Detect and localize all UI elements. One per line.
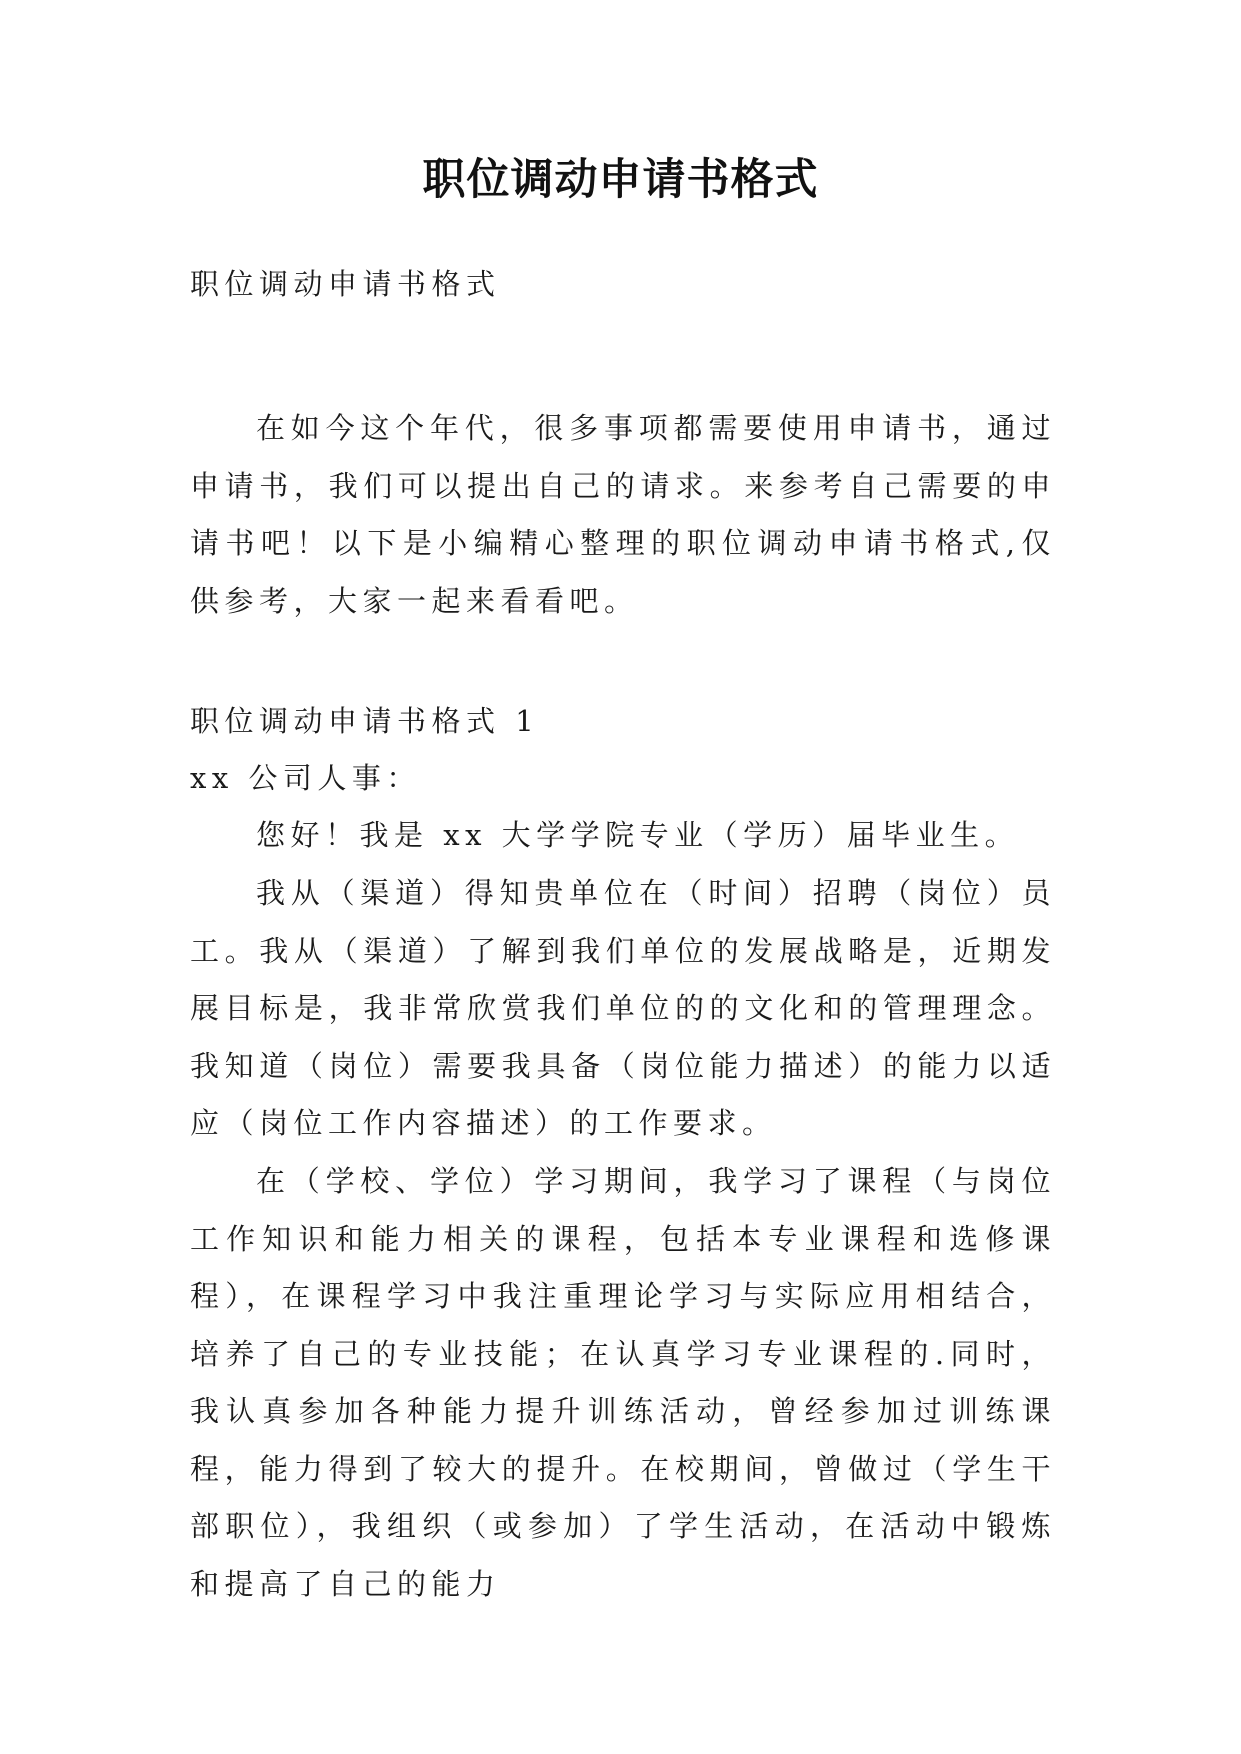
body-paragraph: 我从（渠道）得知贵单位在（时间）招聘（岗位）员工。我从（渠道）了解到我们单位的发展战略是，近期发展目标是，我非常欣赏我们单位的的文化和的管理理念。我知道（岗位）需要我具备（岗位能力描述）的能力以适应（岗位工作内容描述）的工作要求。	[190, 876, 1056, 1140]
intro-paragraph: 在如今这个年代，很多事项都需要使用申请书，通过申请书，我们可以提出自己的请求。来参考自己需要的申请书吧！以下是小编精心整理的职位调动申请书格式,仅供参考，大家一起来看看吧。	[190, 411, 1056, 618]
body-paragraph: 您好！我是 xx 大学学院专业（学历）届毕业生。	[256, 818, 1020, 852]
section-heading: 职位调动申请书格式 1	[190, 704, 540, 738]
document-title: 职位调动申请书格式	[422, 155, 819, 205]
salutation-line: xx 公司人事：	[190, 761, 421, 795]
document-subtitle: 职位调动申请书格式	[190, 267, 501, 301]
body-paragraph: 在（学校、学位）学习期间，我学习了课程（与岗位工作知识和能力相关的课程，包括本专业课程和选修课程），在课程学习中我注重理论学习与实际应用相结合，培养了自己的专业技能；在认真学习专业课程的.同时，我认真参加各种能力提升训练活动，曾经参加过训练课程，能力得到了较大的提升。在校期间，曾做过（学生干部职位），我组织（或参加）了学生活动，在活动中锻炼和提高了自己的能力	[190, 1164, 1056, 1601]
